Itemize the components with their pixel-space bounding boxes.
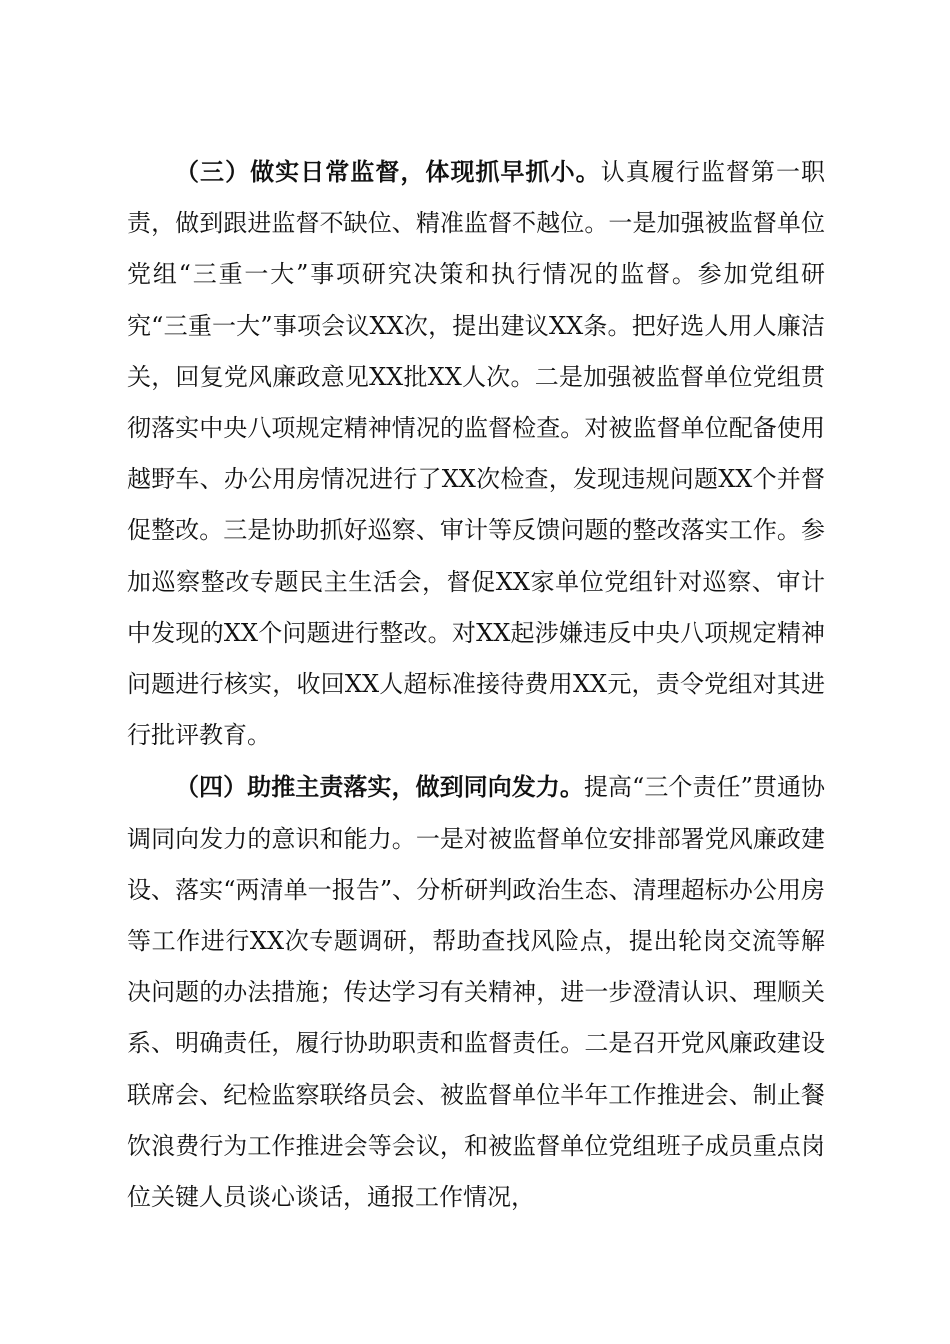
section-body-4: 提高“三个责任”贯通协调同向发力的意识和能力。一是对被监督单位安排部署党风廉政建设、落实“两清单一报告”、分析研判政治生态、清理超标办公用房等工作进行XX次专题调研，帮助查找风险点，提出轮岗交流等解决问题的办法措施；传达学习有关精神，进一步澄清认识、理顺关系、明确责任，履行协助职责和监督责任。二是召开党风廉政建设联席会、纪检监察联络员会、被监督单位半年工作推进会、制止餐饮浪费行为工作推进会等会议，和被监督单位党组班子成员重点岗位关键人员谈心谈话，通报工作情况， — [127, 773, 825, 1212]
paragraph-section-4 — [127, 761, 825, 1223]
paragraph-section-3 — [127, 146, 825, 761]
section-heading-4: （四）助推主责落实，做到同向发力。 — [175, 772, 584, 802]
section-heading-3: （三）做实日常监督，体现抓早抓小。 — [175, 157, 601, 186]
document-body — [127, 146, 825, 1223]
section-body-3: 认真履行监督第一职责，做到跟进监督不缺位、精准监督不越位。一是加强被监督单位党组“三重一大”事项研究决策和执行情况的监督。参加党组研究“三重一大”事项会议XX次，提出建议XX条。把好选人用人廉洁关，回复党风廉政意见XX批XX人次。二是加强被监督单位党组贯彻落实中央八项规定精神情况的监督检查。对被监督单位配备使用越野车、办公用房情况进行了XX次检查，发现违规问题XX个并督促整改。三是协助抓好巡察、审计等反馈问题的整改落实工作。参加巡察整改专题民主生活会，督促XX家单位党组针对巡察、审计中发现的XX个问题进行整改。对XX起涉嫌违反中央八项规定精神问题进行核实，收回XX人超标准接待费用XX元，责令党组对其进行批评教育。 — [127, 158, 826, 750]
